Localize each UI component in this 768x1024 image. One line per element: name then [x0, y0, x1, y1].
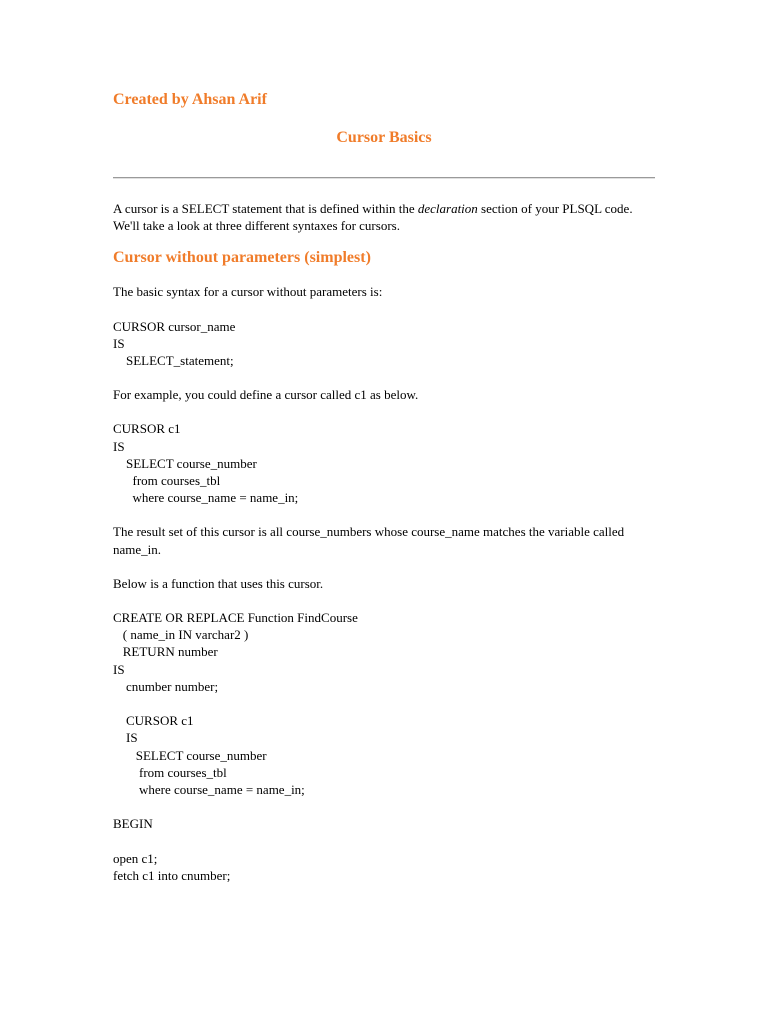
intro-paragraph — [113, 200, 658, 234]
result-paragraph: The result set of this cursor is all course_numbers whose course_name matches the variable called name_in. — [113, 524, 625, 557]
function-intro: Below is a function that uses this cursor. — [113, 575, 324, 591]
section-heading: Cursor without parameters (simplest) — [113, 249, 371, 267]
horizontal-rule — [113, 177, 655, 179]
spacer — [113, 369, 658, 386]
spacer — [113, 301, 658, 318]
spacer — [113, 506, 658, 523]
spacer — [113, 558, 658, 575]
author-credit: Created by Ahsan Arif — [113, 91, 267, 108]
spacer — [113, 403, 658, 420]
document-title: Cursor Basics — [336, 129, 432, 146]
document-body — [113, 200, 658, 884]
example-intro: For example, you could define a cursor called c1 as below. — [113, 387, 419, 403]
intro-text-before: A cursor is a SELECT statement that is defined within the — [113, 201, 418, 216]
spacer — [113, 592, 658, 609]
function-code-block: CREATE OR REPLACE Function FindCourse ( name_in IN varchar2 ) RETURN number IS cnumber number; CURSOR c1 IS SELECT course_number from courses_tbl where course_name = name_in; BEGIN open c1; fetch c1 into cnumber; — [113, 610, 358, 884]
syntax-intro: The basic syntax for a cursor without parameters is: — [113, 284, 383, 300]
syntax-code-block: CURSOR cursor_name IS SELECT_statement; — [113, 318, 236, 369]
example-code-block: CURSOR c1 IS SELECT course_number from courses_tbl where course_name = name_in; — [113, 421, 299, 506]
intro-text-after: section of your PLSQL code. We'll take a look at three different syntaxes for cursors. — [113, 201, 633, 234]
intro-emphasis: declaration — [417, 201, 478, 216]
